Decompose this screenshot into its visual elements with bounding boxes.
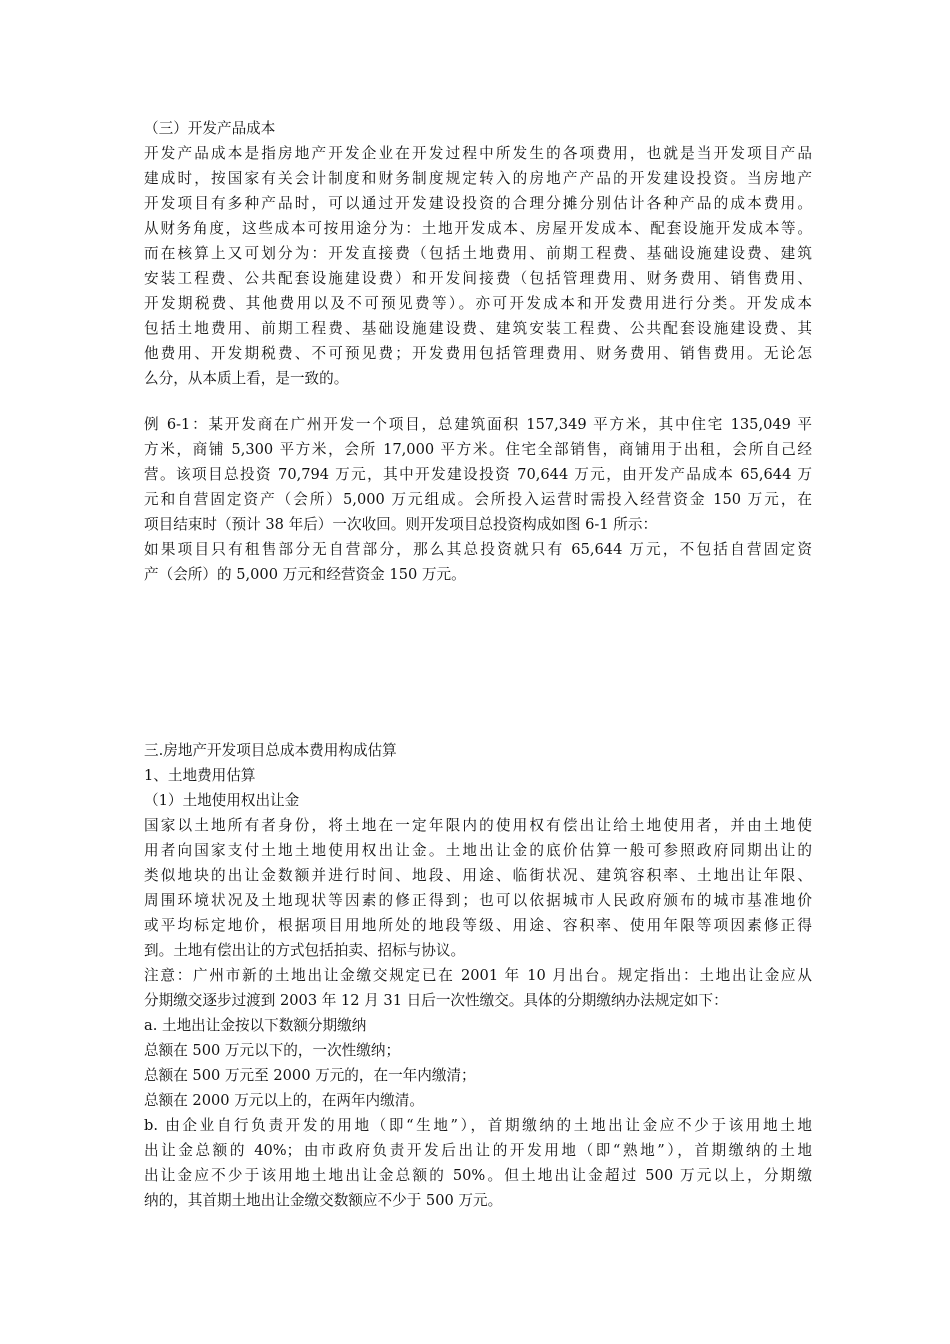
paragraph-line: 国家以土地所有者身份，将土地在一定年限内的使用权有偿出让给土地使用者，并由土地使	[144, 817, 812, 834]
paragraph-line: 元和自营固定资产（会所）5,000 万元组成。会所投入运营时需投入经营资金 150 万元，在	[144, 491, 812, 508]
paragraph-line: 营。该项目总投资 70,794 万元，其中开发建设投资 70,644 万元，由开发产品成本 65,644 万	[144, 466, 812, 483]
paragraph-line: 从财务角度，这些成本可按用途分为：土地开发成本、房屋开发成本、配套设施开发成本等。	[144, 220, 812, 237]
paragraph-line: 出让金总额的 40%；由市政府负责开发后出让的开发用地（即“熟地”），首期缴纳的土地	[144, 1142, 812, 1159]
paragraph-line: 开发期税费、其他费用以及不可预见费等）。亦可开发成本和开发费用进行分类。开发成本	[144, 295, 812, 312]
paragraph-line: 例 6-1：某开发商在广州开发一个项目，总建筑面积 157,349 平方米，其中住宅 135,049 平	[144, 416, 812, 433]
paragraph-line: 开发产品成本是指房地产开发企业在开发过程中所发生的各项费用，也就是当开发项目产品	[144, 145, 812, 162]
section-heading: 三.房地产开发项目总成本费用构成估算	[144, 742, 397, 759]
paragraph-line: 么分，从本质上看，是一致的。	[144, 370, 349, 387]
paragraph-line: 类似地块的出让金数额并进行时间、地段、用途、临街状况、建筑容积率、土地出让年限、	[144, 867, 812, 884]
paragraph-line: 产（会所）的 5,000 万元和经营资金 150 万元。	[144, 566, 466, 583]
paragraph-line: 而在核算上又可划分为：开发直接费（包括土地费用、前期工程费、基础设施建设费、建筑	[144, 245, 812, 262]
section-example-6-1	[144, 412, 812, 587]
paragraph-line: 总额在 500 万元至 2000 万元的，在一年内缴清；	[144, 1067, 476, 1084]
paragraph-line: 安装工程费、公共配套设施建设费）和开发间接费（包括管理费用、财务费用、销售费用、	[144, 270, 812, 287]
paragraph-line: 总额在 2000 万元以上的，在两年内缴清。	[144, 1092, 424, 1109]
paragraph-line: 总额在 500 万元以下的，一次性缴纳；	[144, 1042, 401, 1059]
paragraph-line: 到。土地有偿出让的方式包括拍卖、招标与协议。	[144, 942, 466, 959]
subsubsection-heading: （1）土地使用权出让金	[144, 792, 300, 809]
paragraph-line: 或平均标定地价，根据项目用地所处的地段等级、用途、容积率、使用年限等项因素修正得	[144, 917, 812, 934]
paragraph-line: 他费用、开发期税费、不可预见费；开发费用包括管理费用、财务费用、销售费用。无论怎	[144, 345, 812, 362]
section-heading: （三）开发产品成本	[144, 120, 276, 137]
section-total-cost-estimation	[144, 738, 812, 1213]
subsection-heading: 1、土地费用估算	[144, 767, 256, 784]
paragraph-line: 如果项目只有租售部分无自营部分，那么其总投资就只有 65,644 万元，不包括自营固定资	[144, 541, 812, 558]
paragraph-line: a. 土地出让金按以下数额分期缴纳	[144, 1017, 367, 1034]
paragraph-line: 周围环境状况及土地现状等因素的修正得到；也可以依据城市人民政府颁布的城市基准地价	[144, 892, 812, 909]
paragraph-line: 项目结束时（预计 38 年后）一次收回。则开发项目总投资构成如图 6-1 所示：	[144, 516, 658, 533]
paragraph-line: 开发项目有多种产品时，可以通过开发建设投资的合理分摊分别估计各种产品的成本费用。	[144, 195, 812, 212]
section-development-product-cost	[144, 116, 812, 391]
paragraph-line: 出让金应不少于该用地土地出让金总额的 50%。但土地出让金超过 500 万元以上，分期缴	[144, 1167, 812, 1184]
paragraph-line: 纳的，其首期土地出让金缴交数额应不少于 500 万元。	[144, 1192, 503, 1209]
paragraph-line: 分期缴交逐步过渡到 2003 年 12 月 31 日后一次性缴交。具体的分期缴纳办法规定如下：	[144, 992, 728, 1009]
paragraph-line: 用者向国家支付土地土地使用权出让金。土地出让金的底价估算一般可参照政府同期出让的	[144, 842, 812, 859]
paragraph-line: 包括土地费用、前期工程费、基础设施建设费、建筑安装工程费、公共配套设施建设费、其	[144, 320, 812, 337]
paragraph-line: 注意：广州市新的土地出让金缴交规定已在 2001 年 10 月出台。规定指出：土地出让金应从	[144, 967, 812, 984]
paragraph-line: 建成时，按国家有关会计制度和财务制度规定转入的房地产产品的开发建设投资。当房地产	[144, 170, 812, 187]
paragraph-line: b. 由企业自行负责开发的用地（即“生地”），首期缴纳的土地出让金应不少于该用地土地	[144, 1117, 812, 1134]
paragraph-line: 方米，商铺 5,300 平方米，会所 17,000 平方米。住宅全部销售，商铺用于出租，会所自己经	[144, 441, 812, 458]
